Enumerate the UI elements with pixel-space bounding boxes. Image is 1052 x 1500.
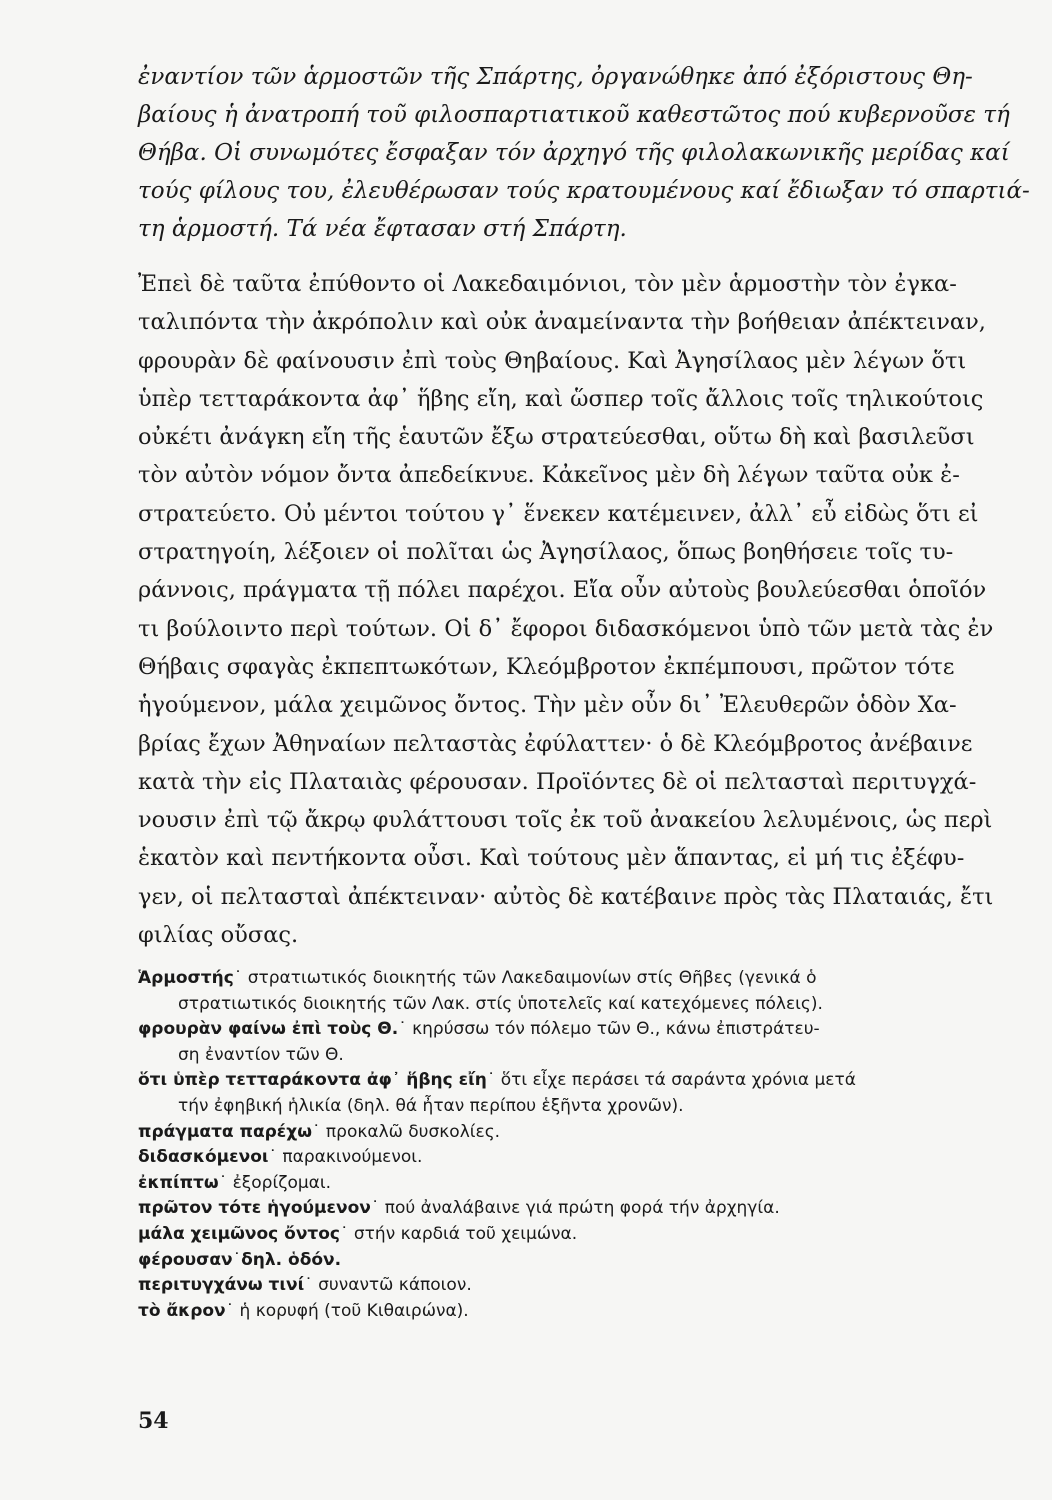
glossary-term: πράγματα παρέχω	[138, 1121, 313, 1142]
intro-line: βαίους ἡ ἀνατροπή τοῦ φιλοσπαρτιατικοῦ καθεστῶτος πού κυβερνοῦσε τή	[138, 102, 1010, 128]
passage-line: τι βούλοιντο περὶ τούτων. Οἱ δ᾽ ἔφοροι διδασκόμενοι ὑπὸ τῶν μετὰ τὰς ἐν	[138, 615, 994, 642]
glossary-separator: ˙	[225, 1300, 240, 1321]
glossary-entry	[138, 1017, 996, 1068]
glossary-continuation: τήν ἐφηβική ἡλικία (δηλ. θά ἦταν περίπου ἑξῆντα χρονῶν).	[178, 1095, 684, 1116]
glossary-separator: ˙	[312, 1121, 326, 1142]
passage-line: Ἐπεὶ δὲ ταῦτα ἐπύθοντο οἱ Λακεδαιμόνιοι, τὸν μὲν ἁρμοστὴν τὸν ἐγκα-	[138, 271, 957, 297]
passage-line: νουσιν ἐπὶ τῷ ἄκρῳ φυλάττουσι τοῖς ἐκ τοῦ ἀνακείου λελυμένοις, ὡς περὶ	[138, 807, 993, 834]
glossary-entry	[138, 1299, 996, 1325]
glossary-definition: συναντῶ κάποιον.	[318, 1275, 472, 1296]
glossary-definition: ἐξορίζομαι.	[232, 1172, 332, 1193]
glossary-separator: ˙	[486, 1070, 501, 1091]
passage-line: φρουρὰν δὲ φαίνουσιν ἐπὶ τοὺς Θηβαίους. Καὶ Ἀγησίλαος μὲν λέγων ὅτι	[138, 347, 967, 374]
intro-line: Θήβα. Οἱ συνωμότες ἔσφαξαν τόν ἀρχηγό τῆς φιλολακωνικῆς μερίδας καί	[138, 140, 1010, 166]
passage-line: βρίας ἔχων Ἀθηναίων πελταστὰς ἐφύλαττεν· ὁ δὲ Κλεόμβροτος ἀνέβαινε	[138, 730, 973, 757]
glossary-term: τὸ ἄκρον	[138, 1300, 226, 1321]
glossary-continuation: ση ἐναντίον τῶν Θ.	[178, 1044, 344, 1065]
ancient-greek-passage	[138, 265, 996, 954]
glossary-entry	[138, 1196, 996, 1222]
page-number: 54	[138, 1408, 169, 1434]
glossary-continuation: στρατιωτικός διοικητής τῶν Λακ. στίς ὑποτελεῖς καί κατεχόμενες πόλεις).	[178, 993, 823, 1014]
glossary-term: φρουρὰν φαίνω ἐπὶ τοὺς Θ.	[138, 1019, 399, 1040]
glossary-term: ἐκπίπτω	[138, 1172, 219, 1193]
passage-line: ἑκατὸν καὶ πεντήκοντα οὖσι. Καὶ τούτους μὲν ἅπαντας, εἰ μή τις ἐξέφυ-	[138, 845, 965, 872]
passage-line: Θήβαις σφαγὰς ἐκπεπτωκότων, Κλεόμβροτον ἐκπέμπουσι, πρῶτον τότε	[138, 653, 955, 680]
glossary-definition: ὅτι εἶχε περάσει τά σαράντα χρόνια μετά	[500, 1070, 856, 1091]
passage-line: ράννοις, πράγματα τῇ πόλει παρέχοι. Εἴα οὖν αὐτοὺς βουλεύεσθαι ὁποῖόν	[138, 577, 987, 604]
glossary-term: ὅτι ὑπὲρ τετταράκοντα ἀφ᾽ ἥβης εἴη	[138, 1070, 487, 1091]
glossary-term: περιτυγχάνω τινί	[138, 1275, 305, 1296]
glossary	[138, 966, 996, 1324]
glossary-separator: ˙	[268, 1147, 283, 1168]
glossary-entry	[138, 1273, 996, 1299]
glossary-definition: κηρύσσω τόν πόλεμο τῶν Θ., κάνω ἐπιστράτευ-	[412, 1019, 820, 1040]
passage-line: φιλίας οὔσας.	[138, 922, 299, 949]
passage-line: στρατεύετο. Οὐ μέντοι τούτου γ᾽ ἕνεκεν κατέμεινεν, ἀλλ᾽ εὖ εἰδὼς ὅτι εἰ	[138, 500, 979, 527]
glossary-definition: στρατιωτικός διοικητής τῶν Λακεδαιμονίων στίς Θῆβες (γενικά ὁ	[247, 968, 817, 988]
glossary-term: Ἁρμοστής	[138, 968, 234, 988]
passage-line: οὐκέτι ἀνάγκη εἴη τῆς ἑαυτῶν ἔξω στρατεύεσθαι, οὕτω δὴ καὶ βασιλεῦσι	[138, 424, 975, 451]
passage-line: ταλιπόντα τὴν ἀκρόπολιν καὶ οὐκ ἀναμείναντα τὴν βοήθειαν ἀπέκτειναν,	[138, 309, 986, 336]
glossary-term: διδασκόμενοι	[138, 1147, 269, 1168]
intro-paragraph	[138, 58, 1030, 248]
passage-line: ὑπὲρ τετταράκοντα ἀφ᾽ ἥβης εἴη, καὶ ὥσπερ τοῖς ἄλλοις τοῖς τηλικούτοις	[138, 385, 984, 412]
glossary-entry	[138, 966, 996, 1017]
glossary-term: πρῶτον τότε ἡγούμενον	[138, 1198, 371, 1219]
glossary-separator: ˙	[370, 1198, 385, 1219]
glossary-entry	[138, 1120, 996, 1146]
glossary-separator: ˙	[340, 1223, 354, 1244]
passage-line: γεν, οἱ πελτασταὶ ἀπέκτειναν· αὐτὸς δὲ κατέβαινε πρὸς τὰς Πλαταιάς, ἔτι	[138, 883, 994, 910]
glossary-entry	[138, 1171, 996, 1197]
passage-line: κατὰ τὴν εἰς Πλαταιὰς φέρουσαν. Προϊόντες δὲ οἱ πελτασταὶ περιτυγχά-	[138, 768, 977, 795]
glossary-definition: προκαλῶ δυσκολίες.	[325, 1121, 501, 1142]
glossary-definition: πού ἀναλάβαινε γιά πρώτη φορά τήν ἀρχηγία.	[384, 1198, 780, 1219]
glossary-entry	[138, 1068, 996, 1119]
glossary-definition: ἡ κορυφή (τοῦ Κιθαιρώνα).	[239, 1300, 469, 1321]
glossary-separator: ˙	[304, 1275, 319, 1296]
glossary-separator: ˙	[218, 1172, 233, 1193]
passage-line: τὸν αὐτὸν νόμον ὄντα ἀπεδείκνυε. Κἀκεῖνος μὲν δὴ λέγων ταῦτα οὐκ ἐ-	[138, 462, 960, 489]
glossary-entry	[138, 1248, 996, 1274]
glossary-definition: στήν καρδιά τοῦ χειμώνα.	[353, 1223, 578, 1244]
glossary-definition: παρακινούμενοι.	[282, 1147, 423, 1168]
passage-line: στρατηγοίη, λέξοιεν οἱ πολῖται ὡς Ἀγησίλαος, ὅπως βοηθήσειε τοῖς τυ-	[138, 539, 954, 566]
glossary-separator: ˙	[233, 968, 248, 988]
glossary-definition: δηλ. ὁδόν.	[241, 1249, 342, 1270]
intro-line: τούς φίλους του, ἐλευθέρωσαν τούς κρατουμένους καί ἔδιωξαν τό σπαρτιά-	[138, 178, 1030, 204]
passage-line: ἡγούμενον, μάλα χειμῶνος ὄντος. Τὴν μὲν οὖν δι᾽ Ἐλευθερῶν ὁδὸν Χα-	[138, 692, 957, 719]
glossary-term: μάλα χειμῶνος ὄντος	[138, 1223, 340, 1244]
glossary-separator: ˙	[398, 1019, 413, 1040]
book-page	[138, 0, 1030, 1500]
intro-line: ἐναντίον τῶν ἁρμοστῶν τῆς Σπάρτης, ὀργανώθηκε ἀπό ἐξόριστους Θη-	[138, 64, 973, 90]
glossary-entry	[138, 1222, 996, 1248]
glossary-term: φέρουσαν	[138, 1249, 233, 1270]
glossary-entry	[138, 1145, 996, 1171]
intro-line: τη ἁρμοστή. Τά νέα ἔφτασαν στή Σπάρτη.	[138, 216, 627, 242]
glossary-separator: ˙	[232, 1249, 242, 1270]
